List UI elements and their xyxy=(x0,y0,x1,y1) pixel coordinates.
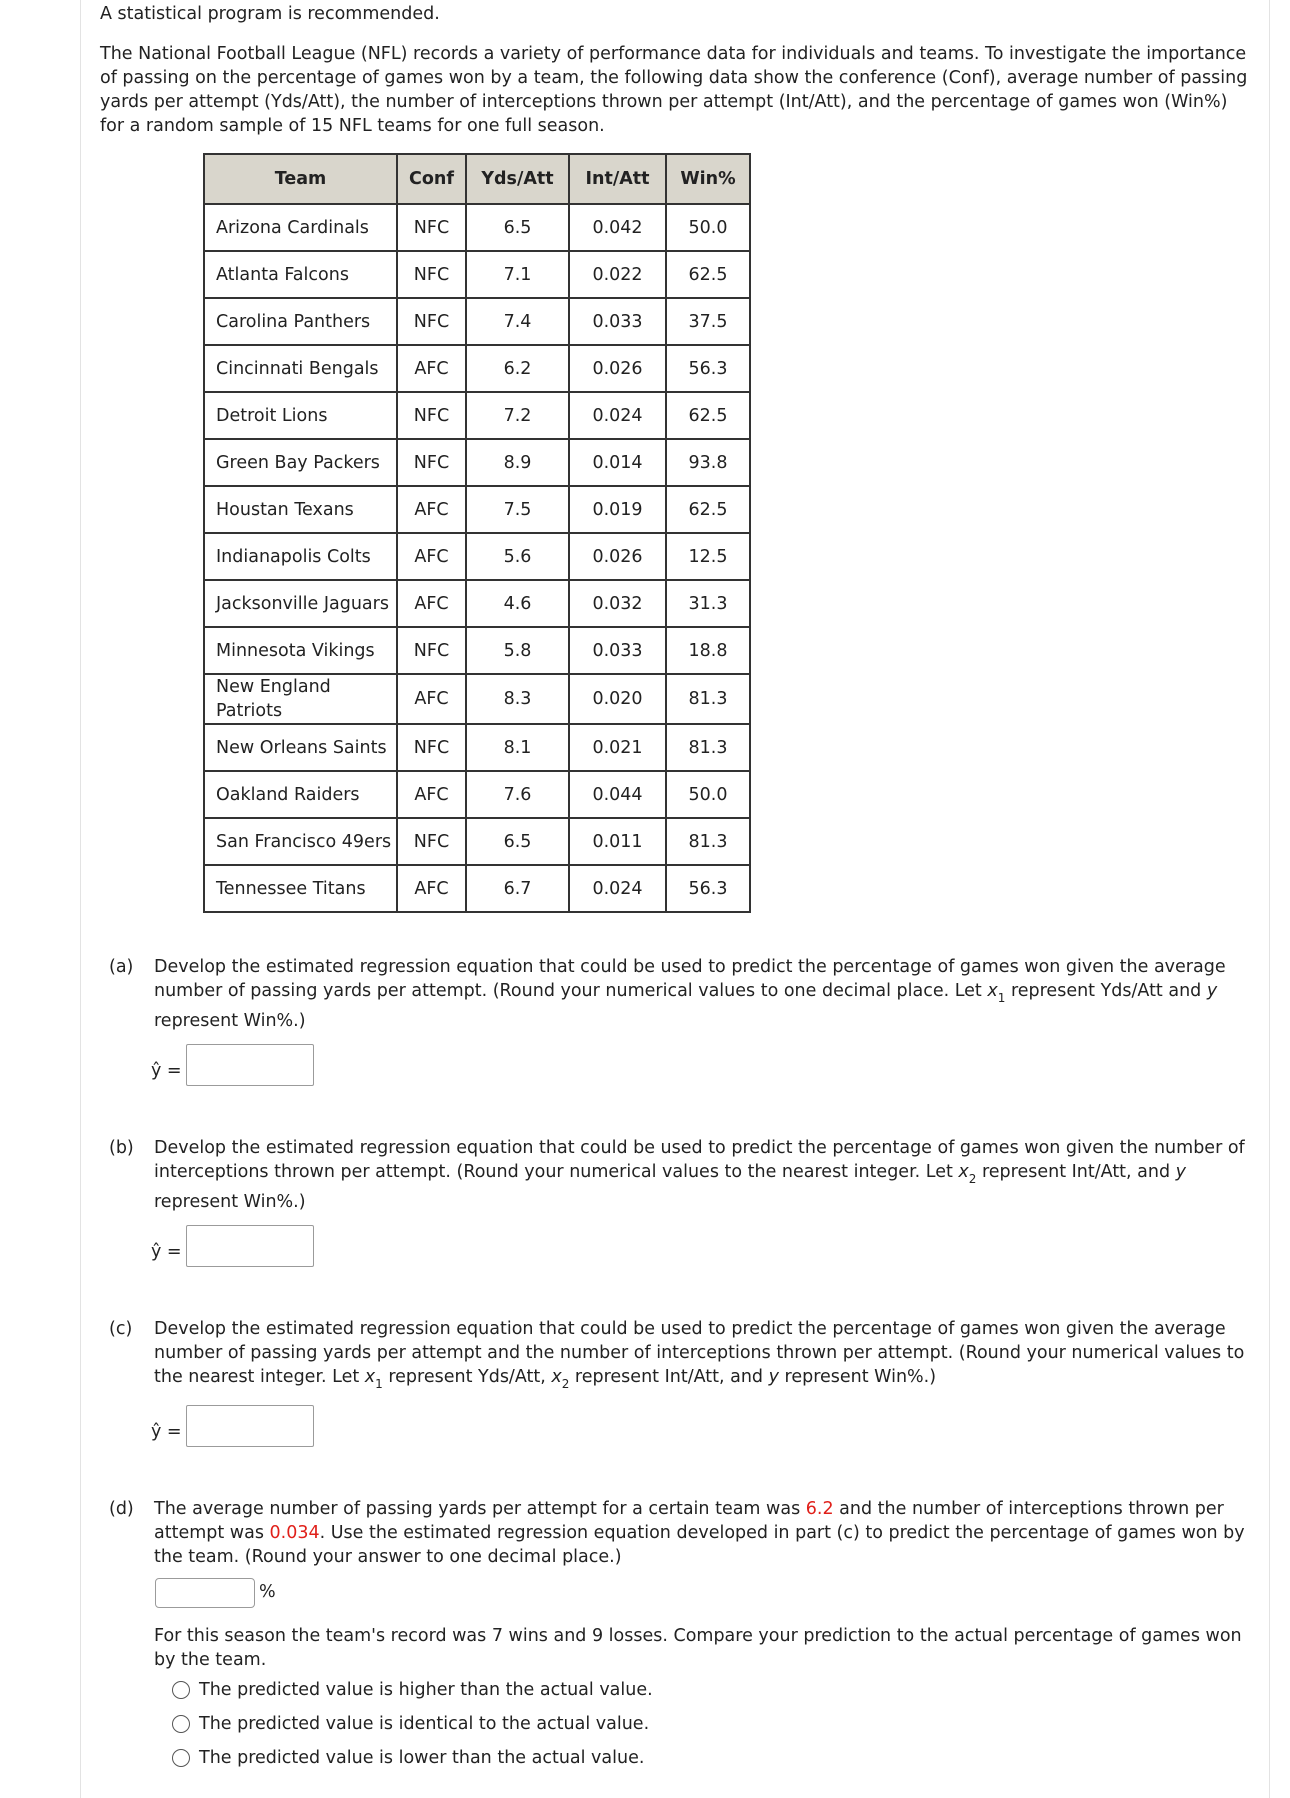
part-d-label: (d) xyxy=(109,1499,134,1519)
cell-yds-att: 6.7 xyxy=(466,865,569,912)
part-c xyxy=(109,1317,1249,1467)
part-b-text: Develop the estimated regression equation that could be used to predict the percentage of games won given the number of interceptions thrown per attempt. (Round your numerical values to the nearest integer. Let $x_2$ represent Int/Att, and y represent Win%.) xyxy=(154,1138,1245,1212)
cell-conf: AFC xyxy=(397,580,466,627)
cell-team: Houstan Texans xyxy=(204,486,397,533)
cell-team: San Francisco 49ers xyxy=(204,818,397,865)
cell-team: Jacksonville Jaguars xyxy=(204,580,397,627)
header-team: Team xyxy=(204,154,397,204)
cell-team: New England Patriots xyxy=(204,674,397,724)
cell-conf: NFC xyxy=(397,724,466,771)
part-a-answer-input[interactable] xyxy=(186,1044,314,1086)
cell-int-att: 0.022 xyxy=(569,251,666,298)
table-row xyxy=(204,627,750,674)
option-label: The predicted value is lower than the actual value. xyxy=(199,1748,645,1768)
problem-description: The National Football League (NFL) records a variety of performance data for individuals and teams. To investigate the importance of passing on the percentage of games won by a team, the following data show the conference (Conf), average number of passing yards per attempt (Yds/Att), the number of interceptions thrown per attempt (Int/Att), and the percentage of games won (Win%) for a random sample of 15 NFL teams for one full season. xyxy=(100,44,1248,136)
cell-conf: NFC xyxy=(397,251,466,298)
cell-conf: NFC xyxy=(397,439,466,486)
option-higher[interactable] xyxy=(172,1677,653,1703)
table-row xyxy=(204,251,750,298)
cell-int-att: 0.024 xyxy=(569,392,666,439)
cell-int-att: 0.011 xyxy=(569,818,666,865)
cell-yds-att: 4.6 xyxy=(466,580,569,627)
cell-int-att: 0.033 xyxy=(569,298,666,345)
question-page xyxy=(80,0,1270,1798)
cell-int-att: 0.019 xyxy=(569,486,666,533)
cell-conf: AFC xyxy=(397,486,466,533)
nfl-data-table xyxy=(203,153,751,913)
cell-yds-att: 7.2 xyxy=(466,392,569,439)
cell-win-pct: 50.0 xyxy=(666,204,750,251)
cell-int-att: 0.042 xyxy=(569,204,666,251)
cell-int-att: 0.032 xyxy=(569,580,666,627)
cell-win-pct: 81.3 xyxy=(666,674,750,724)
table-header-row xyxy=(204,154,750,204)
table-row xyxy=(204,580,750,627)
header-conf: Conf xyxy=(397,154,466,204)
cell-win-pct: 93.8 xyxy=(666,439,750,486)
cell-conf: NFC xyxy=(397,818,466,865)
cell-yds-att: 6.2 xyxy=(466,345,569,392)
cell-int-att: 0.024 xyxy=(569,865,666,912)
cell-team: Oakland Raiders xyxy=(204,771,397,818)
cell-int-att: 0.021 xyxy=(569,724,666,771)
cell-team: Arizona Cardinals xyxy=(204,204,397,251)
table-row xyxy=(204,439,750,486)
cell-yds-att: 8.1 xyxy=(466,724,569,771)
cell-int-att: 0.044 xyxy=(569,771,666,818)
header-win-pct: Win% xyxy=(666,154,750,204)
cell-win-pct: 50.0 xyxy=(666,771,750,818)
cell-win-pct: 62.5 xyxy=(666,392,750,439)
radio-button[interactable] xyxy=(172,1681,190,1699)
option-lower[interactable] xyxy=(172,1745,644,1771)
cell-conf: NFC xyxy=(397,392,466,439)
part-d xyxy=(109,1497,1249,1797)
table-row xyxy=(204,818,750,865)
part-b-label: (b) xyxy=(109,1138,134,1158)
cell-team: New Orleans Saints xyxy=(204,724,397,771)
part-c-text: Develop the estimated regression equation that could be used to predict the percentage of games won given the average number of passing yards per attempt and the number of interceptions thrown per attempt. (Round your numerical values to the nearest integer. Let $x_1$ represent Yds/Att, $x_2$ represent Int/Att, and y represent Win%.) xyxy=(154,1319,1245,1391)
cell-conf: AFC xyxy=(397,865,466,912)
cell-team: Detroit Lions xyxy=(204,392,397,439)
cell-team: Tennessee Titans xyxy=(204,865,397,912)
cell-team: Cincinnati Bengals xyxy=(204,345,397,392)
table-row xyxy=(204,771,750,818)
cell-win-pct: 56.3 xyxy=(666,345,750,392)
part-c-label: (c) xyxy=(109,1319,133,1339)
option-identical[interactable] xyxy=(172,1711,649,1737)
cell-int-att: 0.026 xyxy=(569,345,666,392)
part-a-equation-label: ŷ = xyxy=(151,1061,182,1081)
part-c-answer-input[interactable] xyxy=(186,1405,314,1447)
table-row xyxy=(204,392,750,439)
cell-yds-att: 5.8 xyxy=(466,627,569,674)
cell-int-att: 0.020 xyxy=(569,674,666,724)
option-label: The predicted value is identical to the actual value. xyxy=(199,1714,650,1734)
cell-conf: NFC xyxy=(397,298,466,345)
header-yds-att: Yds/Att xyxy=(466,154,569,204)
cell-win-pct: 31.3 xyxy=(666,580,750,627)
cell-win-pct: 12.5 xyxy=(666,533,750,580)
cell-conf: AFC xyxy=(397,345,466,392)
part-a xyxy=(109,955,1249,1120)
cell-yds-att: 6.5 xyxy=(466,204,569,251)
table-row xyxy=(204,533,750,580)
compare-text: For this season the team's record was 7 wins and 9 losses. Compare your prediction to the actual percentage of games won by the team. xyxy=(154,1626,1242,1670)
table-row xyxy=(204,674,750,724)
cell-team: Atlanta Falcons xyxy=(204,251,397,298)
cell-team: Minnesota Vikings xyxy=(204,627,397,674)
table-row xyxy=(204,204,750,251)
cell-conf: AFC xyxy=(397,533,466,580)
part-d-text: The average number of passing yards per attempt for a certain team was 6.2 and the number of interceptions thrown per attempt was 0.034. Use the estimated regression equation developed in part (c) to predict the percentage of games won by the team. (Round your answer to one decimal place.) xyxy=(154,1499,1245,1567)
table-row xyxy=(204,298,750,345)
cell-yds-att: 5.6 xyxy=(466,533,569,580)
cell-yds-att: 7.1 xyxy=(466,251,569,298)
cell-conf: NFC xyxy=(397,627,466,674)
radio-button[interactable] xyxy=(172,1715,190,1733)
cell-win-pct: 62.5 xyxy=(666,251,750,298)
cell-win-pct: 62.5 xyxy=(666,486,750,533)
cell-team: Indianapolis Colts xyxy=(204,533,397,580)
table-row xyxy=(204,865,750,912)
part-c-equation-label: ŷ = xyxy=(151,1422,182,1442)
cell-int-att: 0.014 xyxy=(569,439,666,486)
part-d-answer-input[interactable] xyxy=(155,1578,255,1608)
cell-yds-att: 6.5 xyxy=(466,818,569,865)
table-row xyxy=(204,724,750,771)
radio-button[interactable] xyxy=(172,1749,190,1767)
part-a-text: Develop the estimated regression equation that could be used to predict the percentage of games won given the average number of passing yards per attempt. (Round your numerical values to one decimal place. Let $x_1$ represent Yds/Att and y represent Win%.) xyxy=(154,957,1226,1031)
given-yds-att-value: 6.2 xyxy=(805,1499,834,1519)
given-int-att-value: 0.034 xyxy=(269,1523,320,1543)
cell-team: Carolina Panthers xyxy=(204,298,397,345)
cell-int-att: 0.026 xyxy=(569,533,666,580)
recommendation-text: A statistical program is recommended. xyxy=(100,4,440,24)
percent-unit: % xyxy=(259,1582,276,1602)
part-b xyxy=(109,1136,1249,1301)
cell-win-pct: 37.5 xyxy=(666,298,750,345)
cell-win-pct: 56.3 xyxy=(666,865,750,912)
cell-yds-att: 8.9 xyxy=(466,439,569,486)
part-a-label: (a) xyxy=(109,957,134,977)
option-label: The predicted value is higher than the actual value. xyxy=(199,1680,653,1700)
part-b-answer-input[interactable] xyxy=(186,1225,314,1267)
cell-yds-att: 7.6 xyxy=(466,771,569,818)
cell-yds-att: 7.5 xyxy=(466,486,569,533)
table-row xyxy=(204,486,750,533)
part-b-equation-label: ŷ = xyxy=(151,1242,182,1262)
cell-conf: NFC xyxy=(397,204,466,251)
cell-win-pct: 18.8 xyxy=(666,627,750,674)
cell-conf: AFC xyxy=(397,674,466,724)
cell-team: Green Bay Packers xyxy=(204,439,397,486)
cell-conf: AFC xyxy=(397,771,466,818)
cell-win-pct: 81.3 xyxy=(666,724,750,771)
table-row xyxy=(204,345,750,392)
header-int-att: Int/Att xyxy=(569,154,666,204)
cell-yds-att: 8.3 xyxy=(466,674,569,724)
cell-yds-att: 7.4 xyxy=(466,298,569,345)
cell-win-pct: 81.3 xyxy=(666,818,750,865)
cell-int-att: 0.033 xyxy=(569,627,666,674)
